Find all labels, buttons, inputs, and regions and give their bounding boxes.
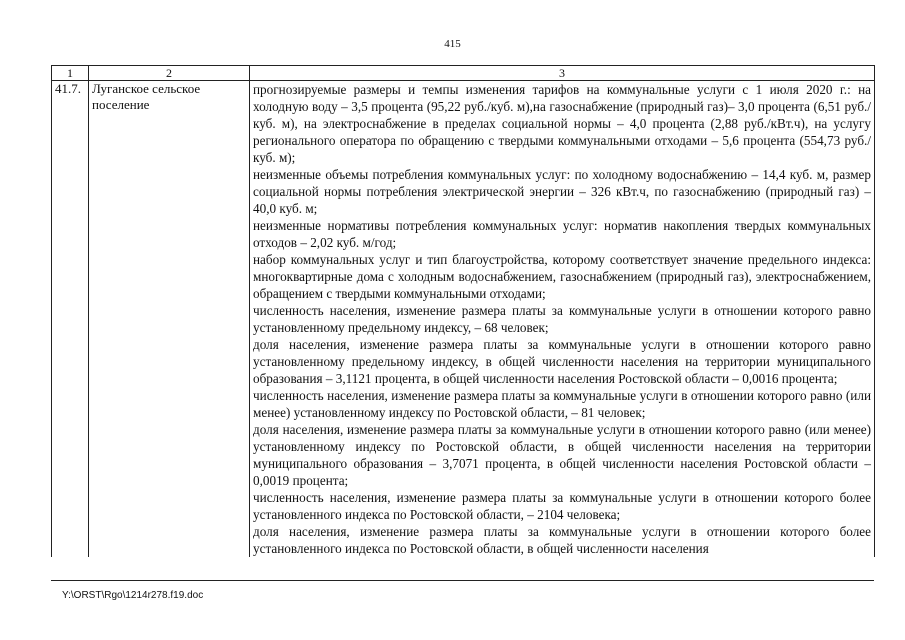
- row-number: 41.7.: [55, 81, 81, 96]
- file-path-footer: Y:\ORST\Rgo\1214r278.f19.doc: [62, 590, 204, 601]
- page-number: 415: [444, 38, 461, 50]
- paragraph-population-equal: численность населения, изменение размера платы за коммунальные услуги в отношении которого равно установленному предельному индексу, – 68 человек;: [253, 303, 871, 335]
- paragraph-share-less: доля населения, изменение размера платы за коммунальные услуги в отношении которого равно (или менее) установленному индексу по Ростовской области, в общей численности населения на территории муниципального образования – 3,7071 процента, в общей численности населения Ростовской области – 0,0019 процента;: [253, 422, 871, 488]
- paragraph-tariffs: прогнозируемые размеры и темпы изменения тарифов на коммунальные услуги с 1 июля 2020 г.: на холодную воду – 3,5 процента (95,22 руб./куб. м),на газоснабжение (природный газ)– 3,0 процента (6,51 руб./куб. м), на электроснабжение в пределах социальной нормы – 4,0 процента (2,88 руб./кВт.ч), на услугу регионального оператора по обращению с твердыми коммунальными отходами – 5,6 процента (554,73 руб./куб. м);: [253, 82, 871, 165]
- paragraph-share-equal: доля населения, изменение размера платы за коммунальные услуги в отношении которого равно установленному предельному индексу, в общей численности населения на территории муниципального образования – 3,1121 процента, в общей численности населения Ростовской области – 0,0016 процента;: [253, 337, 871, 386]
- settlement-name: Луганское сельское поселение: [92, 81, 201, 112]
- paragraph-volumes: неизменные объемы потребления коммунальных услуг: по холодному водоснабжению – 14,4 куб. м, размер социальной нормы потребления электрической энергии – 326 кВт.ч, по газоснабжению (природный газ) – 40,0 куб. м;: [253, 167, 871, 216]
- paragraph-services-set: набор коммунальных услуг и тип благоустройства, которому соответствует значение предельного индекса: многоквартирные дома с холодным водоснабжением, газоснабжением (природный газ), электроснабжением, обращением с твердыми коммунальными отходами;: [253, 252, 871, 301]
- settlement-name-cell: [89, 81, 250, 558]
- row-number-cell: [52, 81, 89, 558]
- header-col-1: 1: [52, 66, 89, 81]
- table-bottom-border: [51, 580, 874, 581]
- table-header-row: [52, 66, 875, 81]
- table-row: [52, 81, 875, 558]
- description-cell: [250, 81, 875, 558]
- paragraph-norms: неизменные нормативы потребления коммунальных услуг: норматив накопления твердых коммунальных отходов – 2,02 куб. м/год;: [253, 218, 871, 250]
- paragraph-population-more: численность населения, изменение размера платы за коммунальные услуги в отношении которого более установленного индекса по Ростовской области, – 2104 человека;: [253, 490, 871, 522]
- tariff-table: [51, 65, 875, 557]
- header-col-2: 2: [89, 66, 250, 81]
- paragraph-population-less: численность населения, изменение размера платы за коммунальные услуги в отношении которого равно (или менее) установленному индексу по Ростовской области, – 81 человек;: [253, 388, 871, 420]
- paragraph-share-more: доля населения, изменение размера платы за коммунальные услуги в отношении которого более установленного индекса по Ростовской области, в общей численности населения: [253, 524, 871, 556]
- header-col-3: 3: [250, 66, 875, 81]
